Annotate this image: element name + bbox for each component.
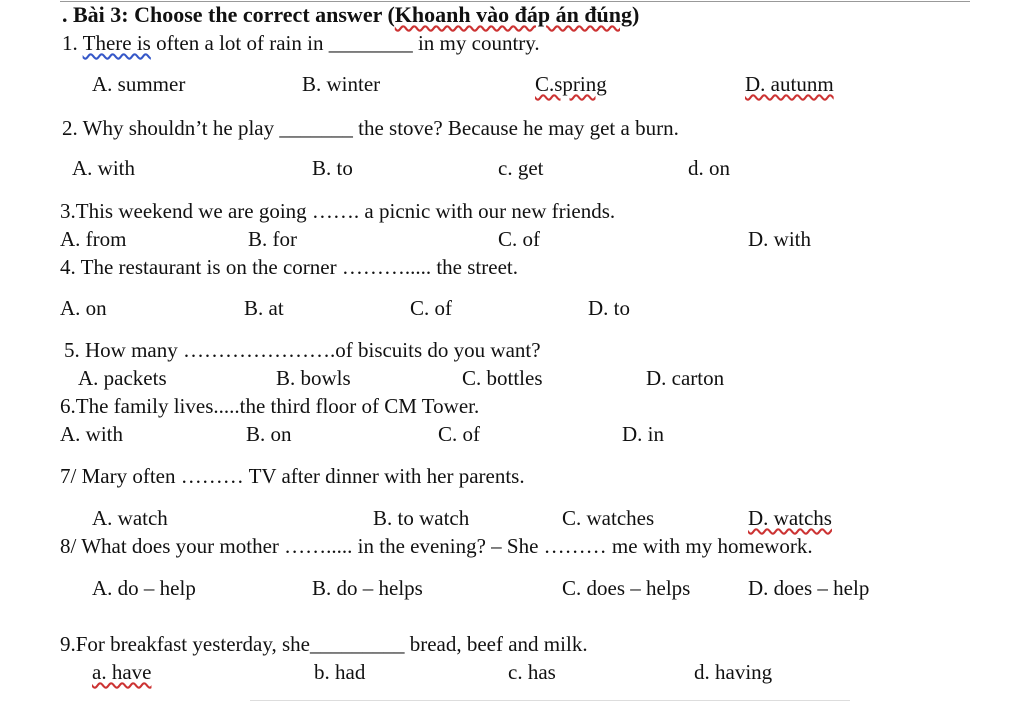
q3-option-a[interactable]: A. from [60, 227, 127, 251]
q9-option-c[interactable]: c. has [508, 660, 556, 684]
q2-option-c-label: c. get [498, 156, 544, 180]
q6-option-a[interactable]: A. with [60, 422, 123, 446]
q8-option-b[interactable]: B. do – helps [312, 576, 423, 600]
q7-option-a[interactable]: A. watch [92, 506, 168, 530]
q6-option-d[interactable]: D. in [622, 422, 664, 446]
title-suffix: ) [632, 2, 640, 27]
q1-option-c[interactable]: C.spring [535, 72, 607, 96]
q9-option-a[interactable]: a. have [92, 660, 152, 684]
exercise-title [62, 2, 639, 28]
q4-option-d[interactable]: D. to [588, 296, 630, 320]
question-9: 9.For breakfast yesterday, she_________ bread, beef and milk. [60, 632, 588, 656]
q4-option-b[interactable]: B. at [244, 296, 284, 320]
q4-option-c[interactable]: C. of [410, 296, 452, 320]
q2-option-b[interactable]: B. to [312, 156, 353, 180]
title-underlined: Khoanh vào đáp án đúng [394, 2, 633, 27]
question-8: 8/ What does your mother ……..... in the evening? – She ……… me with my homework. [60, 534, 813, 558]
question-5: 5. How many ………………….of biscuits do you want? [64, 338, 541, 362]
bottom-rule [250, 700, 850, 701]
q5-option-d[interactable]: D. carton [646, 366, 725, 390]
q5-option-c[interactable]: C. bottles [462, 366, 543, 390]
q8-option-a[interactable]: A. do – help [92, 576, 196, 600]
q8-option-c[interactable]: C. does – helps [562, 576, 691, 600]
question-1-number: 1. [62, 31, 83, 55]
question-1-rest: often a lot of rain in ________ in my country. [150, 31, 540, 55]
question-2: 2. Why shouldn’t he play _______ the stove? Because he may get a burn. [62, 116, 679, 140]
q2-option-a[interactable]: A. with [72, 156, 135, 180]
q7-option-b[interactable]: B. to watch [373, 506, 470, 530]
q7-option-c[interactable]: C. watches [562, 506, 655, 530]
question-6: 6.The family lives.....the third floor of CM Tower. [60, 394, 480, 418]
q6-option-c[interactable]: C. of [438, 422, 480, 446]
q4-option-a[interactable]: A. on [60, 296, 107, 320]
q9-option-b[interactable]: b. had [314, 660, 366, 684]
q1-option-b[interactable]: B. winter [302, 72, 381, 96]
q3-option-d[interactable]: D. with [748, 227, 811, 251]
q1-option-a[interactable]: A. summer [92, 72, 186, 96]
title-prefix: . Bài 3: Choose the correct answer ( [62, 2, 395, 27]
q7-option-d[interactable]: D. watchs [748, 506, 832, 530]
question-1 [62, 31, 540, 55]
question-4: 4. The restaurant is on the corner ………..... the street. [60, 255, 518, 279]
question-7: 7/ Mary often ……… TV after dinner with her parents. [60, 464, 525, 488]
q5-option-a[interactable]: A. packets [78, 366, 167, 390]
q3-option-c[interactable]: C. of [498, 227, 540, 251]
q5-option-b[interactable]: B. bowls [276, 366, 351, 390]
q8-option-d[interactable]: D. does – help [748, 576, 870, 600]
question-3: 3.This weekend we are going ……. a picnic with our new friends. [60, 199, 616, 223]
q1-option-d[interactable]: D. autunm [745, 72, 834, 96]
q3-option-b[interactable]: B. for [248, 227, 297, 251]
q2-option-d[interactable]: d. on [688, 156, 730, 180]
q2-option-c[interactable] [498, 156, 543, 180]
q9-option-d[interactable]: d. having [694, 660, 773, 684]
question-1-underlined: There is [82, 31, 151, 55]
q6-option-b[interactable]: B. on [246, 422, 292, 446]
